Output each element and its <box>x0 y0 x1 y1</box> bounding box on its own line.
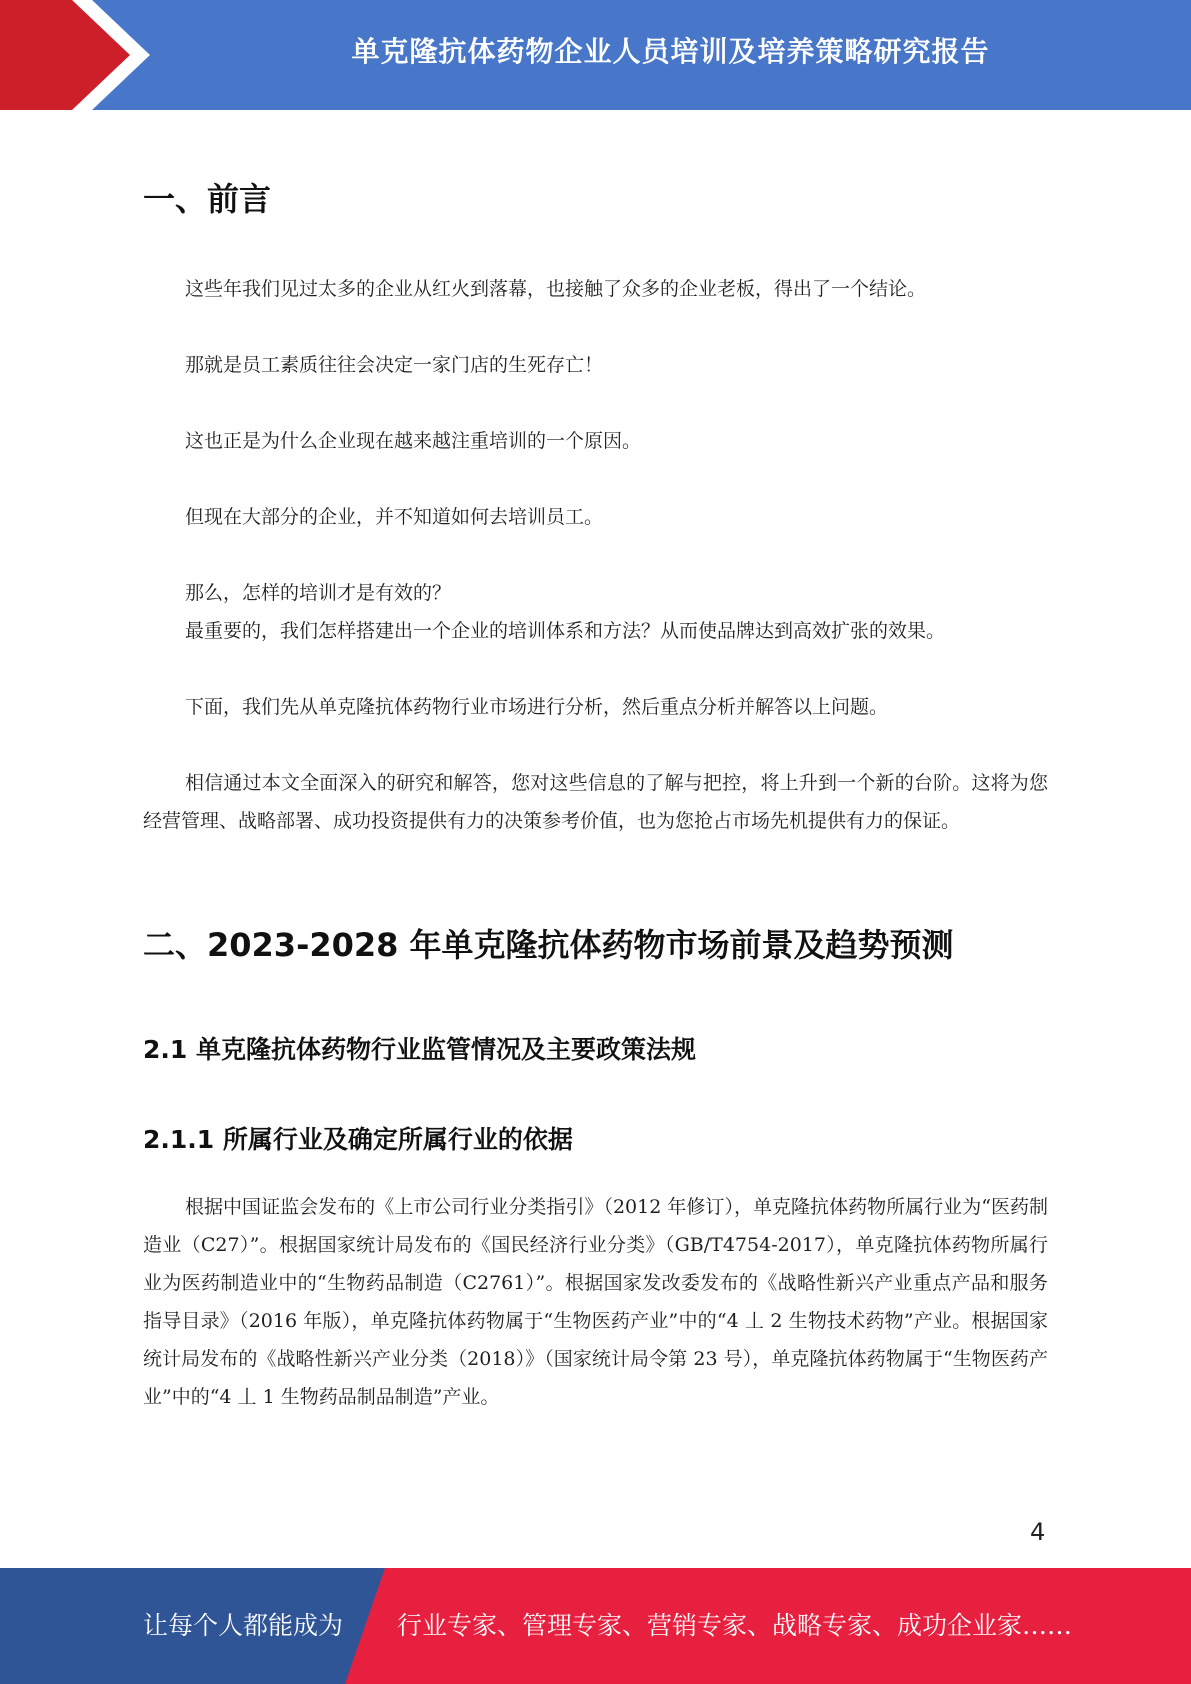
preface-paragraph: 下面，我们先从单克隆抗体药物行业市场进行分析，然后重点分析并解答以上问题。 <box>185 696 889 718</box>
header-banner <box>0 0 1191 110</box>
preface-paragraph: 这些年我们见过太多的企业从红火到落幕，也接触了众多的企业老板，得出了一个结论。 <box>185 278 927 300</box>
preface-heading: 一、前言 <box>143 180 272 218</box>
report-title: 单克隆抗体药物企业人员培训及培养策略研究报告 <box>351 35 990 68</box>
footer-slogan-roles: 行业专家、管理专家、营销专家、战略专家、成功企业家…… <box>397 1611 1073 1640</box>
industry-classification-paragraph: 根据中国证监会发布的《上市公司行业分类指引》（2012 年修订），单克隆抗体药物所属行业为“医药制造业（C27）”。根据国家统计局发布的《国民经济行业分类》（GB/T4754-2017），单克隆抗体药物所属行业为医药制造业中的“生物药品制造（C2761）”。根据国家发改委发布的《战略性新兴产业重点产品和服务指导目录》（2016 年版），单克隆抗体药物属于“生物医药产业”中的“4 丄 2 生物技术药物”产业。根据国家统计局发布的《战略性新兴产业分类（2018）》（国家统计局令第 23 号），单克隆抗体药物属于“生物医药产业”中的“4 丄 1 生物药品制品制造”产业。 <box>143 1196 1048 1408</box>
preface-paragraph: 但现在大部分的企业，并不知道如何去培训员工。 <box>185 506 604 528</box>
preface-paragraph: 最重要的，我们怎样搭建出一个企业的培训体系和方法？从而使品牌达到高效扩张的效果。 <box>185 620 946 642</box>
subsubsection-heading: 2.1.1 所属行业及确定所属行业的依据 <box>143 1125 573 1154</box>
header-chevron-decoration <box>0 0 160 110</box>
page-number: 4 <box>1030 1518 1046 1546</box>
preface-paragraph: 那就是员工素质往往会决定一家门店的生死存亡！ <box>185 354 604 376</box>
footer-slogan-lead: 让每个人都能成为 <box>143 1611 344 1640</box>
preface-paragraph: 这也正是为什么企业现在越来越注重培训的一个原因。 <box>185 430 642 452</box>
footer-banner <box>0 1568 1191 1684</box>
preface-paragraph: 那么，怎样的培训才是有效的？ <box>185 582 452 604</box>
preface-paragraph: 相信通过本文全面深入的研究和解答，您对这些信息的了解与把控，将上升到一个新的台阶。这将为您经营管理、战略部署、成功投资提供有力的决策参考价值，也为您抢占市场先机提供有力的保证。 <box>143 772 1048 832</box>
forecast-heading: 二、2023-2028 年单克隆抗体药物市场前景及趋势预测 <box>143 926 954 964</box>
subsection-heading: 2.1 单克隆抗体药物行业监管情况及主要政策法规 <box>143 1035 696 1064</box>
